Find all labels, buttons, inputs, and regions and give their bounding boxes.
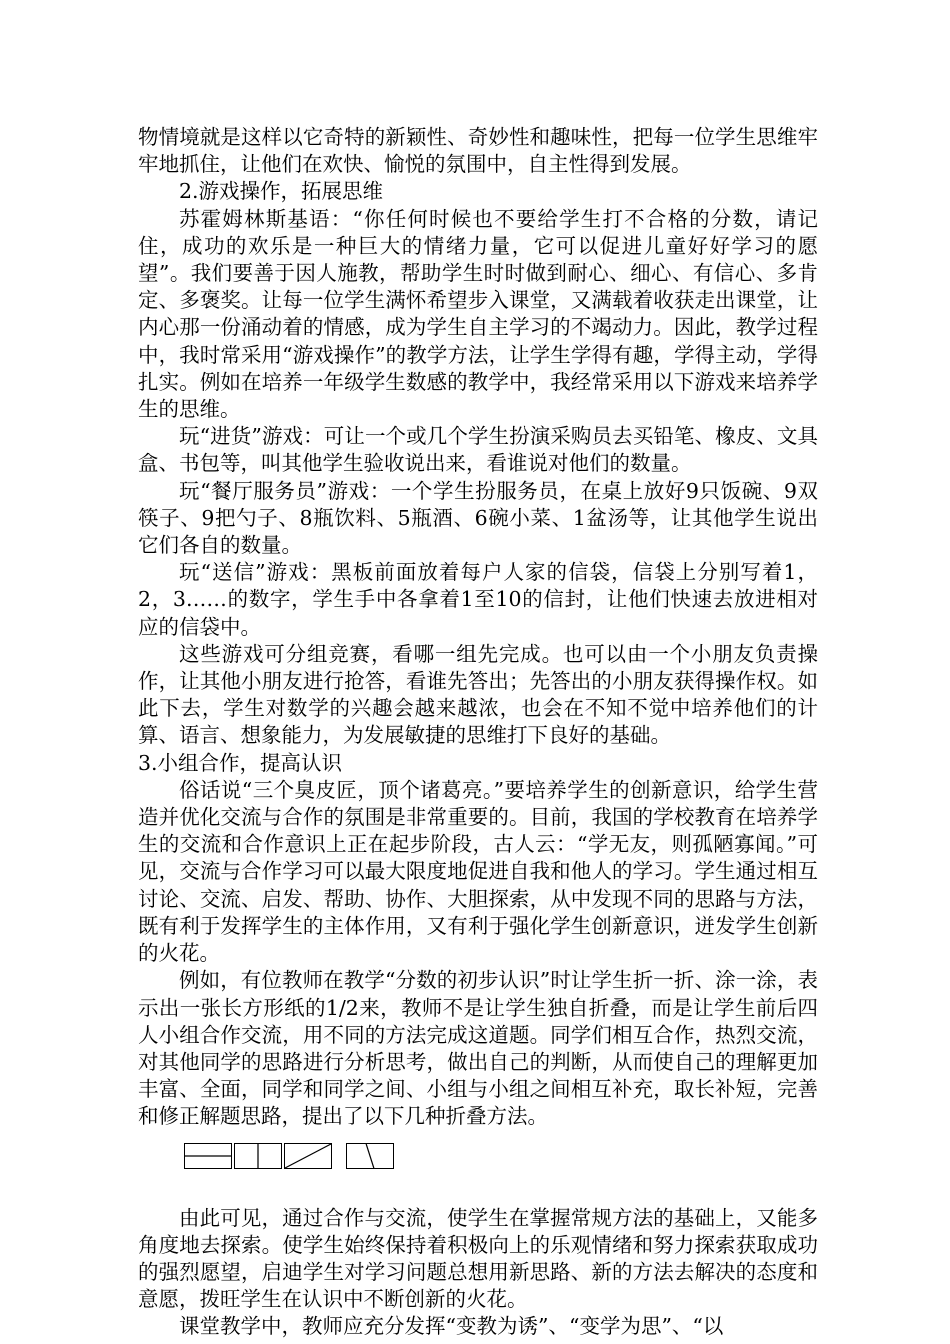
paragraph-game-stock: 玩“进货”游戏：可让一个或几个学生扮演采购员去买铅笔、橡皮、文具盒、书包等，叫其他学生验收说出来，看谁说对他们的数量。	[138, 424, 818, 476]
paragraph-game-waiter: 玩“餐厅服务员”游戏：一个学生扮服务员，在桌上放好9只饭碗、9双筷子、9把勺子、8瓶饮料、5瓶酒、6碗小菜、1盆汤等，让其他学生说出它们各自的数量。	[138, 478, 818, 558]
document-page	[138, 124, 818, 1341]
paragraph-sukhomlinsky-quote: 苏霍姆林斯基语：“你任何时候也不要给学生打不合格的分数，请记住，成功的欢乐是一种巨大的情绪力量，它可以促进儿童好好学习的愿望”。我们要善于因人施教，帮助学生时时做到耐心、细心、有信心、多肯定、多褒奖。让每一位学生满怀希望步入课堂，又满载着收获走出课堂，让内心那一份涌动着的情感，成为学生自主学习的不竭动力。因此，教学过程中，我时常采用“游戏操作”的教学方法，让学生学得有趣，学得主动，学得扎实。例如在培养一年级学生数感的教学中，我经常采用以下游戏来培养学生的思维。	[138, 206, 818, 422]
fold-vertical-diagram	[234, 1143, 282, 1169]
paragraph-intro-continued: 物情境就是这样以它奇特的新颖性、奇妙性和趣味性，把每一位学生思维牢牢地抓住，让他们在欢快、愉悦的氛围中，自主性得到发展。	[138, 125, 818, 177]
section-heading-3: 3.小组合作，提高认识	[138, 750, 343, 775]
folding-methods-figure	[138, 1137, 818, 1177]
paragraph-fraction-example: 例如，有位教师在教学“分数的初步认识”时让学生折一折、涂一涂，表示出一张长方形纸的1/2来，教师不是让学生独自折叠，而是让学生前后四人小组合作交流，用不同的方法完成这道题。同学们相互合作，热烈交流，对其他同学的思路进行分析思考，做出自己的判断，从而使自己的理解更加丰富、全面，同学和同学之间、小组与小组之间相互补充，取长补短，完善和修正解题思路，提出了以下几种折叠方法。	[138, 968, 818, 1129]
paragraph-cooperation: 俗话说“三个臭皮匠，顶个诸葛亮。”要培养学生的创新意识，给学生营造并优化交流与合作的氛围是非常重要的。目前，我国的学校教育在培养学生的交流和合作意识上正在起步阶段，古人云：“学无友，则孤陋寡闻。”可见，交流与合作学习可以最大限度地促进自我和他人的学习。学生通过相互讨论、交流、启发、帮助、协作、大胆探索，从中发现不同的思路与方法，既有利于发挥学生的主体作用，又有利于强化学生创新意识，迸发学生创新的火花。	[138, 777, 818, 966]
section-heading-2: 2.游戏操作，拓展思维	[179, 179, 384, 204]
paragraph-game-competition: 这些游戏可分组竞赛，看哪一组先完成。也可以由一个小朋友负责操作，让其他小朋友进行抢答，看谁先答出；先答出的小朋友获得操作权。如此下去，学生对数学的兴趣会越来越浓，也会在不知不觉中培养他们的计算、语言、想象能力，为发展敏捷的思维打下良好的基础。	[138, 641, 818, 748]
paragraph-conclusion: 由此可见，通过合作与交流，使学生在掌握常规方法的基础上，又能多角度地去探索。使学生始终保持着积极向上的乐观情绪和努力探索获取成功的强烈愿望，启迪学生对学习问题总想用新思路、新的方法去解决的态度和意愿，拨旺学生在认识中不断创新的火花。	[138, 1205, 818, 1312]
paragraph-game-letter: 玩“送信”游戏：黑板前面放着每户人家的信袋，信袋上分别写着1，2，3……的数字，学生手中各拿着1至10的信封，让他们快速去放进相对应的信袋中。	[138, 560, 818, 639]
fold-horizontal-diagram	[184, 1143, 232, 1169]
fold-slanted-diagram	[346, 1143, 394, 1169]
paragraph-classroom-teaching: 课堂教学中，教师应充分发挥“变教为诱”、“变学为思”、“以	[179, 1314, 724, 1339]
fold-diagonal-diagram	[284, 1143, 332, 1169]
